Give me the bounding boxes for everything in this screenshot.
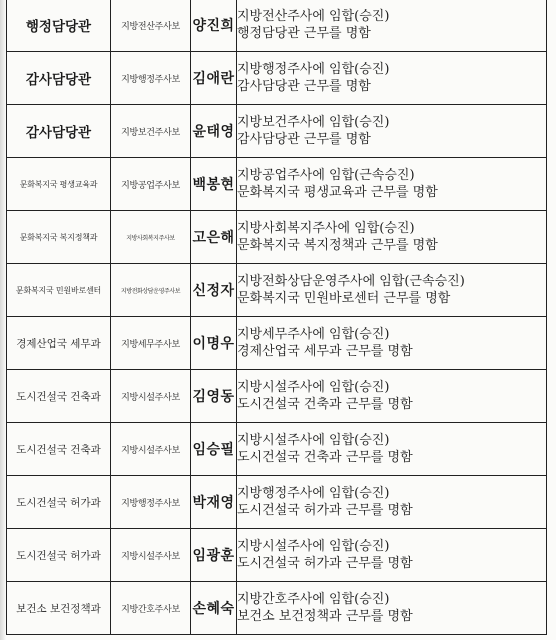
department-cell: 감사담당관 [7, 52, 111, 105]
department-cell: 도시건설국 허가과 [7, 529, 111, 582]
name-cell: 양진희 [191, 0, 237, 52]
department-cell: 도시건설국 건축과 [7, 423, 111, 476]
table-row [7, 476, 547, 529]
assignment-line: 도시건설국 허가과 근무를 명함 [237, 556, 413, 571]
rank-cell: 지방간호주사보 [111, 582, 191, 635]
rank-cell: 지방시설주사보 [111, 423, 191, 476]
appointment-cell [237, 158, 547, 211]
table-row [7, 529, 547, 582]
scan-edge-shadow [0, 0, 6, 640]
name-cell: 임승필 [191, 423, 237, 476]
department-cell: 문화복지국 평생교육과 [7, 158, 111, 211]
table-row [7, 317, 547, 370]
appointment-cell [237, 52, 547, 105]
department-cell: 문화복지국 민원바로센터 [7, 264, 111, 317]
rank-cell: 지방세무주사보 [111, 317, 191, 370]
assignment-line: 문화복지국 민원바로센터 근무를 명함 [237, 291, 451, 306]
rank-cell: 지방행정주사보 [111, 476, 191, 529]
assignment-line: 도시건설국 건축과 근무를 명함 [237, 450, 413, 465]
name-cell: 김영동 [191, 370, 237, 423]
name-cell: 고은해 [191, 211, 237, 264]
department-cell: 경제산업국 세무과 [7, 317, 111, 370]
name-cell: 손혜숙 [191, 582, 237, 635]
table-row [7, 582, 547, 635]
appointment-line: 지방보건주사에 임합(승진) [237, 115, 390, 130]
assignment-line: 문화복지국 복지정책과 근무를 명함 [237, 238, 438, 253]
appointment-cell [237, 0, 547, 52]
assignment-line: 감사담당관 근무를 명함 [237, 79, 371, 94]
rank-cell: 지방보건주사보 [111, 105, 191, 158]
rank-cell: 지방전산주사보 [111, 0, 191, 52]
rank-cell: 지방전화상담운영주사보 [111, 264, 191, 317]
name-cell: 박재영 [191, 476, 237, 529]
department-cell: 감사담당관 [7, 105, 111, 158]
rank-cell: 지방공업주사보 [111, 158, 191, 211]
appointment-cell [237, 370, 547, 423]
department-cell: 도시건설국 허가과 [7, 476, 111, 529]
appointment-line: 지방전화상담운영주사에 임합(근속승진) [237, 274, 465, 289]
table-row [7, 211, 547, 264]
assignment-line: 문화복지국 평생교육과 근무를 명함 [237, 185, 438, 200]
assignment-line: 경제산업국 세무과 근무를 명함 [237, 344, 413, 359]
appointment-line: 지방행정주사에 임합(승진) [237, 486, 390, 501]
name-cell: 임광훈 [191, 529, 237, 582]
table-row [7, 423, 547, 476]
department-cell: 도시건설국 건축과 [7, 370, 111, 423]
assignment-line: 감사담당관 근무를 명함 [237, 132, 371, 147]
table-row [7, 158, 547, 211]
appointment-cell [237, 423, 547, 476]
rank-cell: 지방시설주사보 [111, 370, 191, 423]
rank-cell: 지방사회복지주사보 [111, 211, 191, 264]
name-cell: 신정자 [191, 264, 237, 317]
appointment-line: 지방사회복지주사에 임합(승진) [237, 221, 415, 236]
assignment-line: 도시건설국 허가과 근무를 명함 [237, 503, 413, 518]
appointment-line: 지방공업주사에 임합(근속승진) [237, 168, 415, 183]
table-row [7, 264, 547, 317]
appointment-cell [237, 264, 547, 317]
appointment-line: 지방시설주사에 임합(승진) [237, 380, 390, 395]
appointment-line: 지방행정주사에 임합(승진) [237, 62, 390, 77]
rank-cell: 지방행정주사보 [111, 52, 191, 105]
table-row [7, 370, 547, 423]
appointment-cell [237, 529, 547, 582]
appointment-line: 지방시설주사에 임합(승진) [237, 433, 390, 448]
appointment-cell [237, 105, 547, 158]
appointment-line: 지방세무주사에 임합(승진) [237, 327, 390, 342]
department-cell: 보건소 보건정책과 [7, 582, 111, 635]
name-cell: 윤태영 [191, 105, 237, 158]
table-row [7, 52, 547, 105]
appointment-cell [237, 211, 547, 264]
rank-cell: 지방시설주사보 [111, 529, 191, 582]
department-cell: 문화복지국 복지정책과 [7, 211, 111, 264]
promotion-roster-table [6, 0, 547, 635]
name-cell: 김애란 [191, 52, 237, 105]
assignment-line: 도시건설국 건축과 근무를 명함 [237, 397, 413, 412]
name-cell: 백봉현 [191, 158, 237, 211]
appointment-line: 지방전산주사에 임합(승진) [237, 9, 390, 24]
appointment-cell [237, 317, 547, 370]
assignment-line: 행정담당관 근무를 명함 [237, 26, 371, 41]
appointment-line: 지방간호주사에 임합(승진) [237, 592, 390, 607]
appointment-line: 지방시설주사에 임합(승진) [237, 539, 390, 554]
appointment-cell [237, 476, 547, 529]
name-cell: 이명우 [191, 317, 237, 370]
assignment-line: 보건소 보건정책과 근무를 명함 [237, 609, 413, 624]
table-row [7, 0, 547, 52]
table-row [7, 105, 547, 158]
department-cell: 행정담당관 [7, 0, 111, 52]
appointment-cell [237, 582, 547, 635]
